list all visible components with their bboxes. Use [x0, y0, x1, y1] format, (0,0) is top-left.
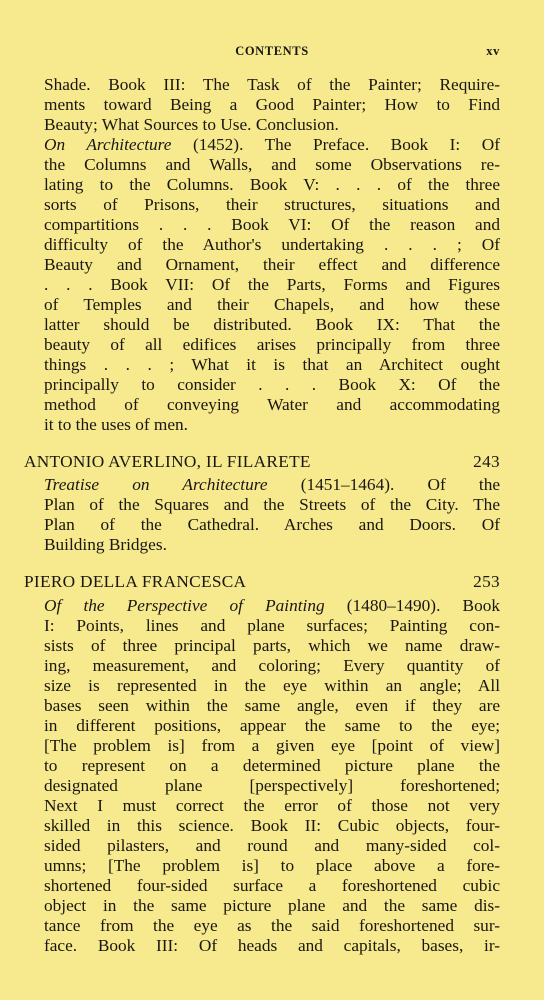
- text-line: Plan of the Squares and the Streets of the City. The: [44, 495, 500, 514]
- text-line: Beauty; What Sources to Use. Conclusion.: [44, 115, 339, 134]
- alberti-entry-continued: [44, 75, 500, 435]
- text-line: to represent on a determined picture plane the: [44, 756, 500, 775]
- text-line: beauty of all edifices arises principally from three: [44, 335, 500, 354]
- running-head: [0, 44, 544, 64]
- author-name: ANTONIO AVERLINO, IL FILARETE: [24, 452, 311, 471]
- text-line: ing, measurement, and coloring; Every quantity of: [44, 656, 500, 675]
- text-line: face. Book III: Of heads and capitals, bases, ir-: [44, 936, 500, 955]
- entry-heading-piero: [24, 572, 500, 594]
- text-line: . . . Book VII: Of the Parts, Forms and Figures: [44, 275, 500, 294]
- text-line: Next I must correct the error of those not very: [44, 796, 500, 815]
- text-line: latter should be distributed. Book IX: That the: [44, 315, 500, 334]
- text-line: designated plane [perspectively] foreshortened;: [44, 776, 500, 795]
- text-line: compartitions . . . Book VI: Of the reason and: [44, 215, 500, 234]
- text-line: skilled in this science. Book II: Cubic objects, four-: [44, 816, 500, 835]
- text-line: size is represented in the eye within an angle; All: [44, 676, 500, 695]
- text-line: of Temples and their Chapels, and how these: [44, 295, 500, 314]
- text-line: umns; [The problem is] to place above a fore-: [44, 856, 500, 875]
- text-line: principally to consider . . . Book X: Of the: [44, 375, 500, 394]
- filarete-entry: [44, 475, 500, 555]
- entry-page-number: 243: [473, 452, 500, 471]
- text-line: shortened four-sided surface a foreshortened cubic: [44, 876, 500, 895]
- work-heading-line: [44, 596, 500, 616]
- text-line: tance from the eye as the said foreshortened sur-: [44, 916, 500, 935]
- running-head-page-number: xv: [486, 44, 500, 58]
- text-line: object in the same picture plane and the same dis-: [44, 896, 500, 915]
- entry-page-number: 253: [473, 572, 500, 591]
- work-description: (1480–1490). Book: [324, 596, 500, 615]
- text-line: ments toward Being a Good Painter; How to Find: [44, 95, 500, 114]
- text-line: in different positions, appear the same to the eye;: [44, 716, 500, 735]
- text-line: Plan of the Cathedral. Arches and Doors. Of: [44, 515, 500, 534]
- text-line: I: Points, lines and plane surfaces; Painting con-: [44, 616, 500, 635]
- entry-heading-filarete: [24, 452, 500, 474]
- text-line: sided pilasters, and round and many-sided col-: [44, 836, 500, 855]
- text-line: [The problem is] from a given eye [point of view]: [44, 736, 500, 755]
- text-line: difficulty of the Author's undertaking . . . ; Of: [44, 235, 500, 254]
- text-line: sists of three principal parts, which we name draw-: [44, 636, 500, 655]
- text-line: things . . . ; What it is that an Architect ought: [44, 355, 500, 374]
- text-line: sorts of Prisons, their structures, situations and: [44, 195, 500, 214]
- text-line: Beauty and Ornament, their effect and difference: [44, 255, 500, 274]
- text-line: Building Bridges.: [44, 535, 167, 554]
- text-line: lating to the Columns. Book V: . . . of the three: [44, 175, 500, 194]
- text-line: it to the uses of men.: [44, 415, 188, 434]
- work-heading-line: [44, 475, 500, 495]
- piero-entry: [44, 596, 500, 956]
- running-head-title: CONTENTS: [235, 44, 309, 58]
- work-title: On Architecture: [44, 135, 172, 154]
- work-description: (1451–1464). Of the: [267, 475, 501, 494]
- work-heading-line: [44, 135, 500, 155]
- work-title: Of the Perspective of Painting: [44, 596, 325, 615]
- work-title: Treatise on Architecture: [44, 475, 268, 494]
- text-line: the Columns and Walls, and some Observations re-: [44, 155, 500, 174]
- text-line: bases seen within the same angle, even if they are: [44, 696, 500, 715]
- text-line: Shade. Book III: The Task of the Painter; Require-: [44, 75, 500, 94]
- work-description: (1452). The Preface. Book I: Of: [171, 135, 501, 154]
- author-name: PIERO DELLA FRANCESCA: [24, 572, 247, 591]
- text-line: method of conveying Water and accommodating: [44, 395, 500, 414]
